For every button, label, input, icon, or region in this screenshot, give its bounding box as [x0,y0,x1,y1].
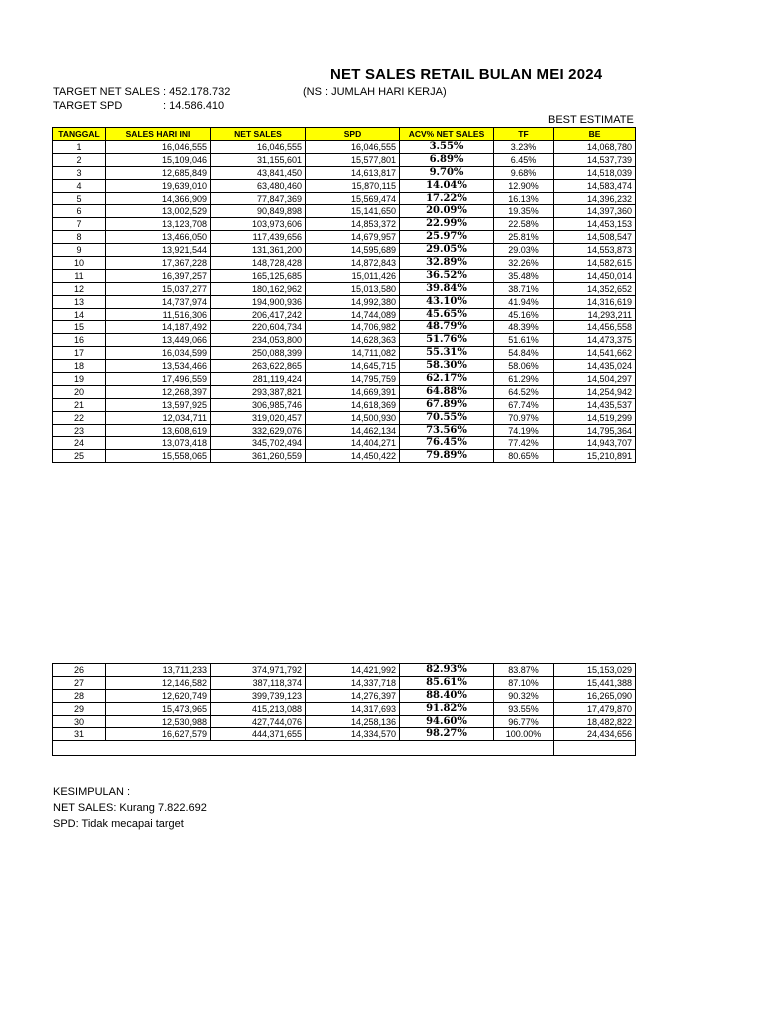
cell-spd: 14,669,391 [306,385,400,398]
cell-net-sales: 361,260,559 [211,450,306,463]
sales-table-continued [52,663,636,756]
cell-acv-net-sales: 88.40% [400,689,494,702]
cell-acv-net-sales: 82.93% [400,664,494,677]
cell-tf: 32.26% [494,257,554,270]
cell-sales-hari-ini: 11,516,306 [106,308,211,321]
cell-sales-hari-ini: 12,620,749 [106,689,211,702]
empty-cell [53,741,554,756]
cell-tanggal: 22 [53,411,106,424]
cell-sales-hari-ini: 13,073,418 [106,437,211,450]
table-row [53,728,636,741]
cell-tf: 74.19% [494,424,554,437]
cell-spd: 14,795,759 [306,373,400,386]
cell-tanggal: 5 [53,192,106,205]
cell-acv-net-sales: 45.65% [400,308,494,321]
table-row [53,437,636,450]
cell-acv-net-sales: 73.56% [400,424,494,437]
cell-be: 15,153,029 [554,664,636,677]
table-row [53,411,636,424]
cell-spd: 14,258,136 [306,715,400,728]
cell-tanggal: 14 [53,308,106,321]
cell-net-sales: 374,971,792 [211,664,306,677]
cell-tf: 96.77% [494,715,554,728]
best-estimate-label: BEST ESTIMATE [548,114,634,126]
cell-spd: 14,618,369 [306,398,400,411]
table-row [53,373,636,386]
sales-table-continued-body [53,664,636,741]
target-spd-label: TARGET SPD [53,100,123,112]
cell-net-sales: 399,739,123 [211,689,306,702]
cell-be: 14,396,232 [554,192,636,205]
cell-sales-hari-ini: 16,397,257 [106,269,211,282]
cell-sales-hari-ini: 19,639,010 [106,179,211,192]
cell-sales-hari-ini: 14,366,909 [106,192,211,205]
cell-net-sales: 306,985,746 [211,398,306,411]
cell-acv-net-sales: 62.17% [400,373,494,386]
cell-tf: 61.29% [494,373,554,386]
cell-net-sales: 148,728,428 [211,257,306,270]
cell-spd: 14,706,982 [306,321,400,334]
cell-spd: 15,569,474 [306,192,400,205]
header-acv-net-sales: ACV% NET SALES [400,128,494,141]
cell-spd: 14,404,271 [306,437,400,450]
cell-net-sales: 194,900,936 [211,295,306,308]
cell-acv-net-sales: 3.55% [400,141,494,154]
header-tanggal: TANGGAL [53,128,106,141]
cell-sales-hari-ini: 12,685,849 [106,166,211,179]
cell-tf: 87.10% [494,676,554,689]
table-row [53,244,636,257]
table-row [53,192,636,205]
cell-tf: 77.42% [494,437,554,450]
table-row [53,321,636,334]
cell-tf: 35.48% [494,269,554,282]
cell-be: 16,265,090 [554,689,636,702]
cell-sales-hari-ini: 13,608,619 [106,424,211,437]
cell-tanggal: 10 [53,257,106,270]
cell-tf: 54.84% [494,347,554,360]
cell-sales-hari-ini: 16,046,555 [106,141,211,154]
cell-acv-net-sales: 76.45% [400,437,494,450]
cell-tf: 80.65% [494,450,554,463]
table-row [53,398,636,411]
cell-spd: 14,450,422 [306,450,400,463]
cell-tanggal: 29 [53,702,106,715]
cell-be: 14,943,707 [554,437,636,450]
cell-spd: 14,645,715 [306,360,400,373]
cell-spd: 14,421,992 [306,664,400,677]
cell-sales-hari-ini: 16,034,599 [106,347,211,360]
sales-table-body [53,141,636,463]
cell-net-sales: 293,387,821 [211,385,306,398]
target-spd-value: : 14.586.410 [163,100,225,112]
cell-acv-net-sales: 98.27% [400,728,494,741]
cell-acv-net-sales: 67.89% [400,398,494,411]
target-spd [53,100,225,112]
cell-acv-net-sales: 14.04% [400,179,494,192]
cell-acv-net-sales: 94.60% [400,715,494,728]
cell-acv-net-sales: 64.88% [400,385,494,398]
cell-tf: 38.71% [494,282,554,295]
cell-net-sales: 444,371,655 [211,728,306,741]
cell-net-sales: 220,604,734 [211,321,306,334]
cell-be: 14,316,619 [554,295,636,308]
cell-tanggal: 13 [53,295,106,308]
cell-spd: 14,595,689 [306,244,400,257]
cell-tanggal: 3 [53,166,106,179]
cell-sales-hari-ini: 13,466,050 [106,231,211,244]
cell-tf: 70.97% [494,411,554,424]
cell-tf: 22.58% [494,218,554,231]
table-row [53,308,636,321]
cell-net-sales: 31,155,601 [211,153,306,166]
header-tf: TF [494,128,554,141]
table-row [53,257,636,270]
cell-tf: 51.61% [494,334,554,347]
cell-tf: 48.39% [494,321,554,334]
cell-acv-net-sales: 51.76% [400,334,494,347]
cell-spd: 14,334,570 [306,728,400,741]
cell-net-sales: 206,417,242 [211,308,306,321]
table-row [53,282,636,295]
cell-be: 14,795,364 [554,424,636,437]
cell-net-sales: 415,213,088 [211,702,306,715]
cell-sales-hari-ini: 17,367,228 [106,257,211,270]
table-row [53,153,636,166]
cell-acv-net-sales: 25.97% [400,231,494,244]
cell-tanggal: 20 [53,385,106,398]
cell-spd: 15,577,801 [306,153,400,166]
table-empty-row [53,741,636,756]
cell-tanggal: 1 [53,141,106,154]
cell-sales-hari-ini: 12,034,711 [106,411,211,424]
cell-net-sales: 427,744,076 [211,715,306,728]
cell-sales-hari-ini: 13,002,529 [106,205,211,218]
cell-tf: 45.16% [494,308,554,321]
table-row [53,664,636,677]
cell-tanggal: 4 [53,179,106,192]
cell-spd: 14,317,693 [306,702,400,715]
cell-sales-hari-ini: 13,123,708 [106,218,211,231]
cell-sales-hari-ini: 16,627,579 [106,728,211,741]
cell-be: 14,504,297 [554,373,636,386]
kesimpulan-heading: KESIMPULAN : [53,786,131,798]
cell-be: 14,553,873 [554,244,636,257]
cell-be: 15,441,388 [554,676,636,689]
cell-spd: 14,992,380 [306,295,400,308]
cell-tanggal: 2 [53,153,106,166]
cell-sales-hari-ini: 13,711,233 [106,664,211,677]
cell-tf: 6.45% [494,153,554,166]
cell-sales-hari-ini: 15,473,965 [106,702,211,715]
cell-net-sales: 90,849,898 [211,205,306,218]
cell-sales-hari-ini: 12,268,397 [106,385,211,398]
cell-net-sales: 180,162,962 [211,282,306,295]
cell-spd: 14,853,372 [306,218,400,231]
cell-tf: 41.94% [494,295,554,308]
cell-sales-hari-ini: 14,187,492 [106,321,211,334]
cell-tf: 83.87% [494,664,554,677]
cell-tf: 29.03% [494,244,554,257]
cell-net-sales: 131,361,200 [211,244,306,257]
cell-tf: 90.32% [494,689,554,702]
cell-be: 14,450,014 [554,269,636,282]
header-spd: SPD [306,128,400,141]
cell-be: 14,473,375 [554,334,636,347]
cell-spd: 14,276,397 [306,689,400,702]
cell-be: 14,582,615 [554,257,636,270]
cell-be: 17,479,870 [554,702,636,715]
cell-acv-net-sales: 43.10% [400,295,494,308]
cell-net-sales: 387,118,374 [211,676,306,689]
table-row [53,295,636,308]
table-row [53,450,636,463]
cell-be: 14,435,537 [554,398,636,411]
cell-tanggal: 6 [53,205,106,218]
table-row [53,218,636,231]
cell-be: 14,397,360 [554,205,636,218]
table-row [53,179,636,192]
cell-tf: 58.06% [494,360,554,373]
cell-be: 14,519,299 [554,411,636,424]
cell-tf: 16.13% [494,192,554,205]
cell-be: 14,541,662 [554,347,636,360]
cell-acv-net-sales: 58.30% [400,360,494,373]
cell-net-sales: 63,480,460 [211,179,306,192]
cell-sales-hari-ini: 12,146,582 [106,676,211,689]
cell-tanggal: 7 [53,218,106,231]
cell-acv-net-sales: 70.55% [400,411,494,424]
cell-be: 14,508,547 [554,231,636,244]
table-row [53,385,636,398]
cell-tanggal: 31 [53,728,106,741]
cell-sales-hari-ini: 13,449,066 [106,334,211,347]
cell-tanggal: 28 [53,689,106,702]
cell-sales-hari-ini: 13,534,466 [106,360,211,373]
cell-tanggal: 25 [53,450,106,463]
cell-spd: 14,679,957 [306,231,400,244]
cell-sales-hari-ini: 15,037,277 [106,282,211,295]
table-header-row [53,128,636,141]
cell-spd: 15,141,650 [306,205,400,218]
cell-net-sales: 77,847,369 [211,192,306,205]
cell-spd: 14,872,843 [306,257,400,270]
header-be: BE [554,128,636,141]
cell-spd: 14,744,089 [306,308,400,321]
cell-sales-hari-ini: 13,597,925 [106,398,211,411]
kesimpulan-spd: SPD: Tidak mecapai target [53,818,184,830]
cell-acv-net-sales: 36.52% [400,269,494,282]
cell-sales-hari-ini: 14,737,974 [106,295,211,308]
target-net-sales: TARGET NET SALES : 452.178.732 [53,86,231,98]
cell-be: 14,293,211 [554,308,636,321]
cell-spd: 14,462,134 [306,424,400,437]
cell-be: 14,537,739 [554,153,636,166]
cell-net-sales: 103,973,606 [211,218,306,231]
cell-sales-hari-ini: 12,530,988 [106,715,211,728]
cell-tanggal: 23 [53,424,106,437]
cell-acv-net-sales: 20.09% [400,205,494,218]
cell-acv-net-sales: 55.31% [400,347,494,360]
cell-spd: 14,500,930 [306,411,400,424]
page-title: NET SALES RETAIL BULAN MEI 2024 [330,66,603,83]
kesimpulan-net-sales: NET SALES: Kurang 7.822.692 [53,802,207,814]
cell-spd: 16,046,555 [306,141,400,154]
cell-acv-net-sales: 17.22% [400,192,494,205]
table-row [53,676,636,689]
cell-tf: 3.23% [494,141,554,154]
cell-tanggal: 8 [53,231,106,244]
table-row [53,702,636,715]
cell-tanggal: 30 [53,715,106,728]
cell-tf: 93.55% [494,702,554,715]
cell-tanggal: 19 [53,373,106,386]
header-net-sales: NET SALES [211,128,306,141]
table-row [53,334,636,347]
cell-spd: 14,613,817 [306,166,400,179]
cell-tf: 9.68% [494,166,554,179]
cell-tf: 100.00% [494,728,554,741]
cell-net-sales: 117,439,656 [211,231,306,244]
cell-acv-net-sales: 29.05% [400,244,494,257]
table-row [53,715,636,728]
cell-be: 14,456,558 [554,321,636,334]
cell-tf: 19.35% [494,205,554,218]
cell-spd: 15,011,426 [306,269,400,282]
cell-tanggal: 11 [53,269,106,282]
cell-acv-net-sales: 91.82% [400,702,494,715]
cell-net-sales: 345,702,494 [211,437,306,450]
table-row [53,689,636,702]
cell-acv-net-sales: 32.89% [400,257,494,270]
cell-net-sales: 234,053,800 [211,334,306,347]
cell-net-sales: 165,125,685 [211,269,306,282]
cell-be: 14,453,153 [554,218,636,231]
cell-tf: 67.74% [494,398,554,411]
cell-be: 14,352,652 [554,282,636,295]
table-row [53,424,636,437]
cell-spd: 15,013,580 [306,282,400,295]
cell-tf: 12.90% [494,179,554,192]
cell-net-sales: 16,046,555 [211,141,306,154]
cell-acv-net-sales: 9.70% [400,166,494,179]
cell-net-sales: 263,622,865 [211,360,306,373]
cell-sales-hari-ini: 15,558,065 [106,450,211,463]
cell-net-sales: 43,841,450 [211,166,306,179]
cell-spd: 14,628,363 [306,334,400,347]
cell-tanggal: 9 [53,244,106,257]
cell-net-sales: 250,088,399 [211,347,306,360]
cell-be: 14,068,780 [554,141,636,154]
cell-sales-hari-ini: 13,921,544 [106,244,211,257]
cell-net-sales: 281,119,424 [211,373,306,386]
cell-tanggal: 26 [53,664,106,677]
cell-acv-net-sales: 6.89% [400,153,494,166]
cell-be: 14,435,024 [554,360,636,373]
cell-net-sales: 332,629,076 [211,424,306,437]
cell-tanggal: 21 [53,398,106,411]
cell-sales-hari-ini: 17,496,559 [106,373,211,386]
cell-tanggal: 16 [53,334,106,347]
cell-acv-net-sales: 79.89% [400,450,494,463]
cell-spd: 14,711,082 [306,347,400,360]
cell-be: 14,583,474 [554,179,636,192]
table-row [53,141,636,154]
cell-be: 14,518,039 [554,166,636,179]
table-row [53,269,636,282]
cell-tf: 64.52% [494,385,554,398]
table-row [53,205,636,218]
cell-acv-net-sales: 85.61% [400,676,494,689]
table-row [53,166,636,179]
table-row [53,360,636,373]
header-sales-hari-ini: SALES HARI INI [106,128,211,141]
cell-tanggal: 15 [53,321,106,334]
cell-spd: 14,337,718 [306,676,400,689]
cell-be: 15,210,891 [554,450,636,463]
cell-be: 14,254,942 [554,385,636,398]
sales-table [52,127,636,463]
cell-tf: 25.81% [494,231,554,244]
page-subtitle: (NS : JUMLAH HARI KERJA) [303,86,447,98]
table-row [53,231,636,244]
cell-tanggal: 27 [53,676,106,689]
cell-be: 18,482,822 [554,715,636,728]
cell-acv-net-sales: 39.84% [400,282,494,295]
cell-spd: 15,870,115 [306,179,400,192]
table-row [53,347,636,360]
cell-tanggal: 18 [53,360,106,373]
cell-tanggal: 12 [53,282,106,295]
cell-tanggal: 24 [53,437,106,450]
cell-be: 24,434,656 [554,728,636,741]
cell-acv-net-sales: 48.79% [400,321,494,334]
cell-sales-hari-ini: 15,109,046 [106,153,211,166]
cell-acv-net-sales: 22.99% [400,218,494,231]
cell-net-sales: 319,020,457 [211,411,306,424]
cell-tanggal: 17 [53,347,106,360]
empty-cell [554,741,636,756]
